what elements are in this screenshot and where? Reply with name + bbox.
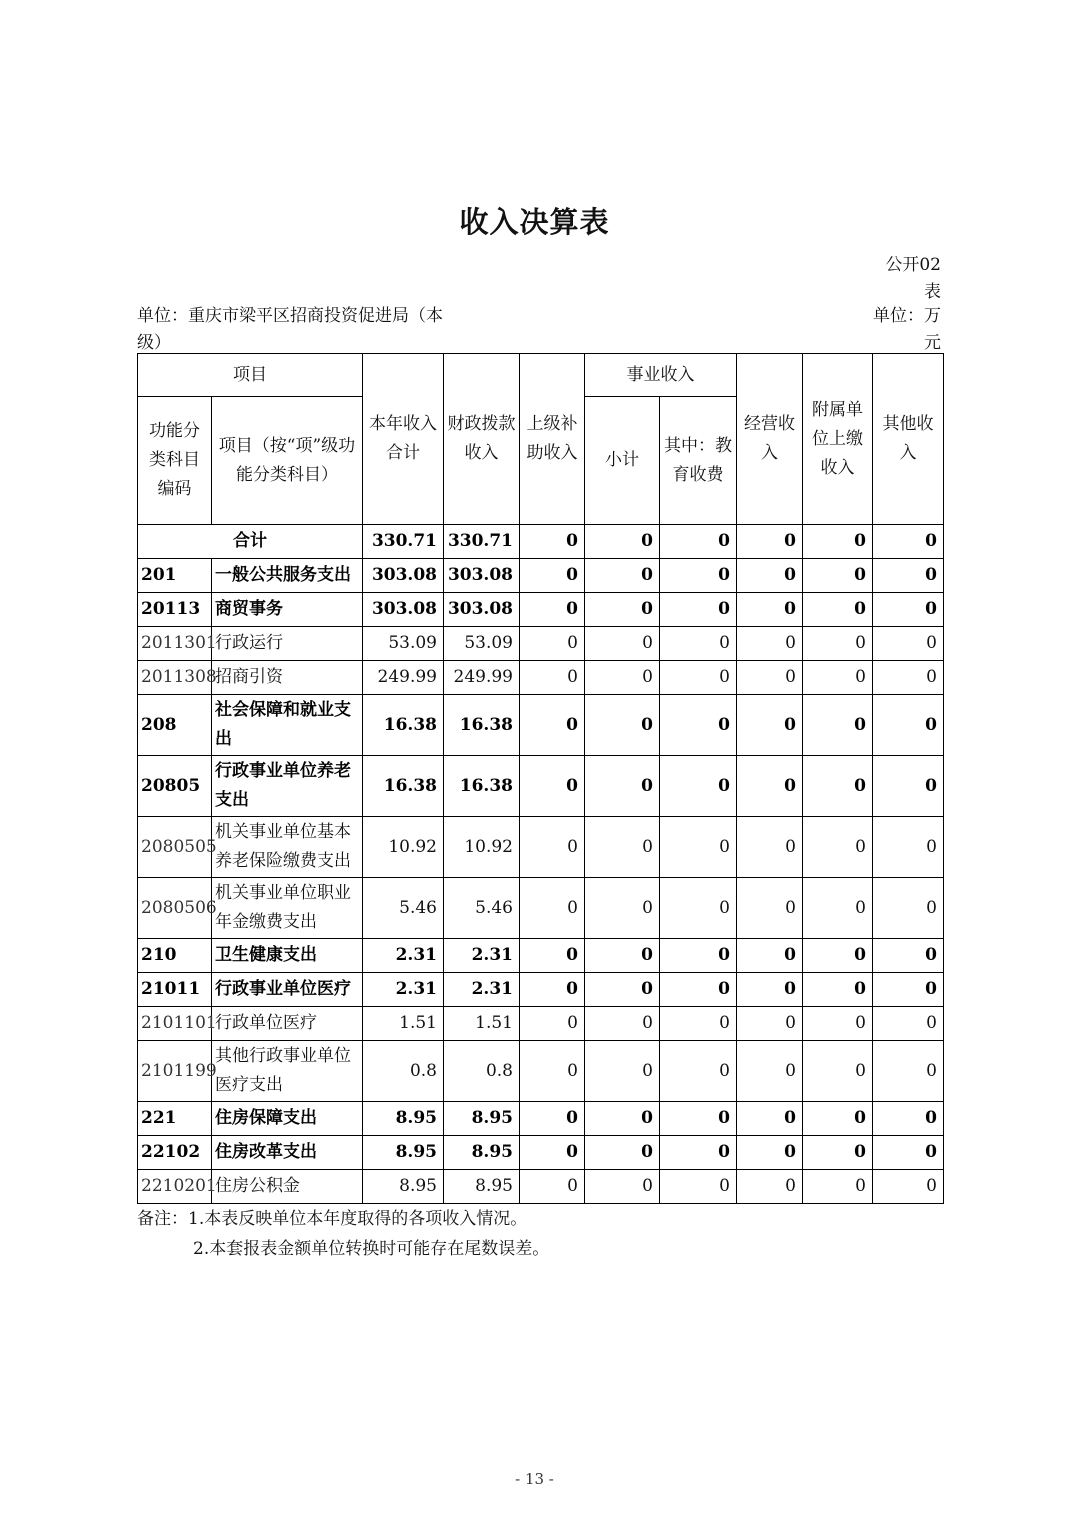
- row-name: 住房保障支出: [212, 1102, 363, 1136]
- row-value: 0: [873, 939, 944, 973]
- total-value: 330.71: [444, 525, 520, 559]
- header-func-name: 项目（按“项”级功能分类科目）: [212, 397, 363, 525]
- row-value: 0: [660, 878, 737, 939]
- row-value: 0: [873, 695, 944, 756]
- table-row: [138, 973, 944, 1007]
- table-row: [138, 661, 944, 695]
- row-name: 社会保障和就业支出: [212, 695, 363, 756]
- table-row: [138, 627, 944, 661]
- row-value: 1.51: [363, 1007, 444, 1041]
- row-code: 210: [138, 939, 212, 973]
- total-row: [138, 525, 944, 559]
- row-value: 2.31: [444, 973, 520, 1007]
- row-code: 21011: [138, 973, 212, 1007]
- row-value: 0: [585, 661, 660, 695]
- row-value: 8.95: [363, 1136, 444, 1170]
- row-value: 0: [585, 939, 660, 973]
- row-value: 0: [873, 1102, 944, 1136]
- row-value: 0: [585, 1007, 660, 1041]
- row-code: 2101101: [138, 1007, 212, 1041]
- row-code: 22102: [138, 1136, 212, 1170]
- total-value: 0: [737, 525, 803, 559]
- table-row: [138, 756, 944, 817]
- note-1: 备注：1.本表反映单位本年度取得的各项收入情况。: [137, 1209, 528, 1229]
- row-value: 0: [737, 817, 803, 878]
- row-value: 0: [585, 695, 660, 756]
- total-value: 0: [803, 525, 873, 559]
- unit-label: 单位：万元: [873, 306, 941, 353]
- row-value: 303.08: [444, 559, 520, 593]
- row-value: 0: [803, 756, 873, 817]
- total-value: 0: [873, 525, 944, 559]
- row-value: 0: [803, 1170, 873, 1204]
- row-value: 0: [520, 695, 585, 756]
- row-value: 0: [660, 661, 737, 695]
- row-value: 10.92: [444, 817, 520, 878]
- table-row: [138, 593, 944, 627]
- row-value: 0: [873, 973, 944, 1007]
- row-value: 0: [737, 593, 803, 627]
- row-code: 221: [138, 1102, 212, 1136]
- row-value: 5.46: [363, 878, 444, 939]
- row-value: 0: [737, 1136, 803, 1170]
- row-value: 1.51: [444, 1007, 520, 1041]
- row-value: 0: [803, 559, 873, 593]
- row-value: 53.09: [363, 627, 444, 661]
- row-name: 行政单位医疗: [212, 1007, 363, 1041]
- row-value: 8.95: [363, 1170, 444, 1204]
- header-other: 其他收入: [873, 354, 944, 525]
- row-value: 0: [520, 1007, 585, 1041]
- row-value: 0: [520, 627, 585, 661]
- row-value: 0: [520, 1041, 585, 1102]
- row-value: 0: [520, 817, 585, 878]
- row-value: 0: [737, 695, 803, 756]
- row-name: 一般公共服务支出: [212, 559, 363, 593]
- header-affiliated: 附属单位上缴收入: [803, 354, 873, 525]
- total-value: 0: [660, 525, 737, 559]
- row-value: 8.95: [444, 1136, 520, 1170]
- row-value: 0: [585, 1041, 660, 1102]
- row-value: 0: [520, 1170, 585, 1204]
- row-value: 0: [737, 559, 803, 593]
- row-value: 0: [520, 559, 585, 593]
- row-value: 0: [585, 1136, 660, 1170]
- row-value: 0: [660, 1041, 737, 1102]
- row-value: 0: [660, 559, 737, 593]
- header-total: 本年收入合计: [363, 354, 444, 525]
- row-value: 2.31: [444, 939, 520, 973]
- row-value: 8.95: [444, 1102, 520, 1136]
- row-value: 0: [737, 973, 803, 1007]
- row-value: 0: [737, 939, 803, 973]
- row-value: 0: [520, 756, 585, 817]
- row-value: 0: [585, 1102, 660, 1136]
- row-value: 53.09: [444, 627, 520, 661]
- row-value: 0: [520, 1102, 585, 1136]
- row-value: 0: [585, 973, 660, 1007]
- row-code: 2011308: [138, 661, 212, 695]
- row-value: 16.38: [363, 756, 444, 817]
- header-business: 事业收入: [585, 354, 737, 397]
- row-value: 303.08: [363, 559, 444, 593]
- row-value: 0: [737, 661, 803, 695]
- row-value: 0: [585, 878, 660, 939]
- row-value: 16.38: [444, 756, 520, 817]
- row-value: 2.31: [363, 939, 444, 973]
- row-value: 0: [803, 878, 873, 939]
- page-number: - 13 -: [515, 1470, 554, 1488]
- table-row: [138, 1007, 944, 1041]
- row-name: 行政事业单位养老支出: [212, 756, 363, 817]
- row-value: 0: [520, 1136, 585, 1170]
- table-row: [138, 1170, 944, 1204]
- header-subtotal: 小计: [585, 397, 660, 525]
- row-value: 0: [737, 878, 803, 939]
- row-value: 2.31: [363, 973, 444, 1007]
- row-name: 招商引资: [212, 661, 363, 695]
- table-row: [138, 878, 944, 939]
- income-table: [137, 353, 944, 1204]
- row-value: 0: [660, 593, 737, 627]
- row-name: 机关事业单位职业年金缴费支出: [212, 878, 363, 939]
- row-value: 0: [803, 1102, 873, 1136]
- total-value: 0: [585, 525, 660, 559]
- row-name: 行政事业单位医疗: [212, 973, 363, 1007]
- row-value: 0: [873, 756, 944, 817]
- row-value: 8.95: [363, 1102, 444, 1136]
- table-row: [138, 1102, 944, 1136]
- row-value: 0: [737, 1041, 803, 1102]
- row-value: 0: [737, 1170, 803, 1204]
- row-value: 0: [803, 627, 873, 661]
- notes: [137, 1204, 549, 1264]
- row-code: 20805: [138, 756, 212, 817]
- row-value: 0: [873, 627, 944, 661]
- row-value: 0: [803, 817, 873, 878]
- row-value: 0: [873, 1007, 944, 1041]
- row-value: 0: [803, 1136, 873, 1170]
- table-row: [138, 1136, 944, 1170]
- header-item: 项目: [138, 354, 363, 397]
- page-title: 收入决算表: [459, 205, 610, 239]
- table-row: [138, 817, 944, 878]
- row-code: 2011301: [138, 627, 212, 661]
- row-code: 2080506: [138, 878, 212, 939]
- row-value: 10.92: [363, 817, 444, 878]
- row-value: 0: [660, 1170, 737, 1204]
- header-func-code: 功能分类科目编码: [138, 397, 212, 525]
- organization-label: 单位：重庆市梁平区招商投资促进局（本级）: [137, 306, 443, 353]
- row-name: 其他行政事业单位医疗支出: [212, 1041, 363, 1102]
- row-name: 行政运行: [212, 627, 363, 661]
- row-value: 0: [803, 593, 873, 627]
- row-value: 0: [585, 1170, 660, 1204]
- row-value: 0: [803, 695, 873, 756]
- row-value: 0: [585, 817, 660, 878]
- row-value: 16.38: [363, 695, 444, 756]
- row-value: 0: [585, 593, 660, 627]
- table-row: [138, 1041, 944, 1102]
- row-value: 0: [520, 973, 585, 1007]
- row-value: 0: [585, 756, 660, 817]
- row-code: 2101199: [138, 1041, 212, 1102]
- row-value: 0: [803, 1041, 873, 1102]
- row-value: 0: [660, 756, 737, 817]
- row-value: 0: [873, 661, 944, 695]
- header-superior: 上级补助收入: [520, 354, 585, 525]
- header-education: 其中：教育收费: [660, 397, 737, 525]
- row-code: 2210201: [138, 1170, 212, 1204]
- row-code: 20113: [138, 593, 212, 627]
- table-row: [138, 939, 944, 973]
- note-2: 2.本套报表金额单位转换时可能存在尾数误差。: [193, 1239, 550, 1259]
- row-value: 0: [803, 973, 873, 1007]
- row-code: 201: [138, 559, 212, 593]
- row-value: 0: [585, 627, 660, 661]
- header-operating: 经营收入: [737, 354, 803, 525]
- row-value: 0: [737, 1007, 803, 1041]
- row-value: 0: [660, 1007, 737, 1041]
- form-number: 公开02表: [885, 255, 941, 302]
- row-value: 0: [873, 1136, 944, 1170]
- row-value: 0: [873, 817, 944, 878]
- row-value: 0: [737, 627, 803, 661]
- row-name: 卫生健康支出: [212, 939, 363, 973]
- row-value: 8.95: [444, 1170, 520, 1204]
- row-code: 2080505: [138, 817, 212, 878]
- row-value: 0: [873, 878, 944, 939]
- row-value: 0: [803, 661, 873, 695]
- row-value: 16.38: [444, 695, 520, 756]
- total-value: 330.71: [363, 525, 444, 559]
- row-name: 机关事业单位基本养老保险缴费支出: [212, 817, 363, 878]
- row-value: 0: [873, 1170, 944, 1204]
- row-value: 0: [803, 939, 873, 973]
- row-value: 0: [520, 593, 585, 627]
- row-value: 0: [660, 973, 737, 1007]
- table-row: [138, 695, 944, 756]
- row-value: 0: [585, 559, 660, 593]
- row-value: 0: [520, 939, 585, 973]
- row-value: 249.99: [363, 661, 444, 695]
- row-value: 0.8: [363, 1041, 444, 1102]
- row-value: 0: [660, 627, 737, 661]
- row-value: 303.08: [363, 593, 444, 627]
- total-value: 0: [520, 525, 585, 559]
- row-value: 0: [520, 878, 585, 939]
- row-name: 住房公积金: [212, 1170, 363, 1204]
- row-value: 0: [873, 559, 944, 593]
- row-value: 303.08: [444, 593, 520, 627]
- row-value: 5.46: [444, 878, 520, 939]
- row-value: 0: [737, 756, 803, 817]
- row-value: 0.8: [444, 1041, 520, 1102]
- row-name: 商贸事务: [212, 593, 363, 627]
- row-value: 0: [660, 695, 737, 756]
- row-value: 0: [873, 1041, 944, 1102]
- row-value: 0: [660, 939, 737, 973]
- row-value: 0: [520, 661, 585, 695]
- row-value: 0: [660, 1102, 737, 1136]
- row-name: 住房改革支出: [212, 1136, 363, 1170]
- header-fiscal: 财政拨款收入: [444, 354, 520, 525]
- total-label: 合计: [138, 525, 363, 559]
- row-value: 249.99: [444, 661, 520, 695]
- row-value: 0: [660, 1136, 737, 1170]
- table-row: [138, 559, 944, 593]
- row-value: 0: [803, 1007, 873, 1041]
- row-value: 0: [660, 817, 737, 878]
- row-value: 0: [737, 1102, 803, 1136]
- row-value: 0: [873, 593, 944, 627]
- row-code: 208: [138, 695, 212, 756]
